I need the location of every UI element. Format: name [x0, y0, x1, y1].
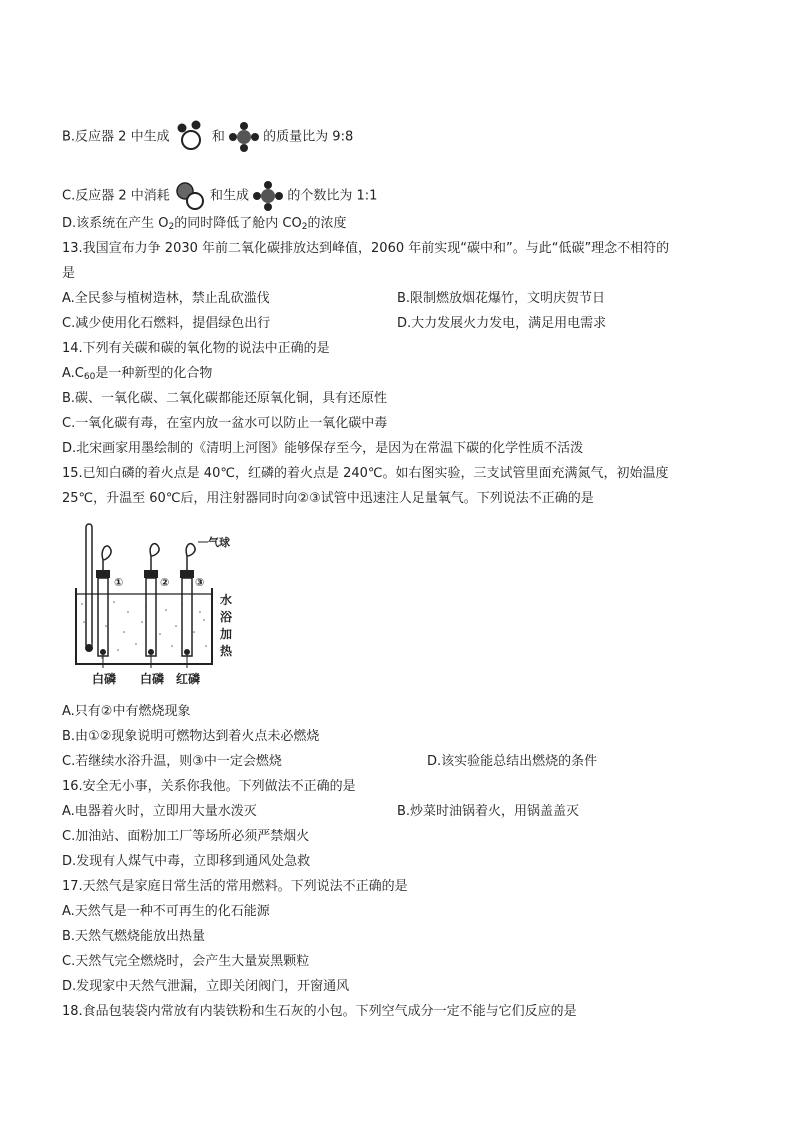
sample-label-2: 白磷: [140, 672, 165, 686]
q17-option-c[interactable]: C.天然气完全燃烧时，会产生大量炭黑颗粒: [62, 954, 310, 969]
q13-option-b[interactable]: B.限制燃放烟花爆竹，文明庆贺节日: [397, 291, 606, 306]
q13-option-d[interactable]: D.大力发展火力发电，满足用电需求: [397, 316, 607, 331]
methane-molecule-icon: [229, 122, 259, 152]
tube-label-2: ②: [160, 576, 170, 589]
q14-option-c[interactable]: C.一氧化碳有毒，在室内放一盆水可以防止一氧化碳中毒: [62, 416, 388, 431]
q17-stem: 17.天然气是家庭日常生活的常用燃料。下列说法不正确的是: [62, 879, 408, 894]
q12-b-suffix: 的质量比为 9:8: [263, 129, 354, 145]
combustion-experiment-figure: [62, 522, 252, 690]
q18-stem: 18.食品包装袋内常放有内装铁粉和生石灰的小包。下列空气成分一定不能与它们反应的是: [62, 1004, 577, 1019]
q12-c-suffix: 的个数比为 1:1: [287, 188, 378, 204]
q14-a-post: 是一种新型的化合物: [95, 366, 213, 381]
methane-molecule-icon: [253, 181, 283, 211]
q15-option-b[interactable]: B.由①②现象说明可燃物达到着火点未必燃烧: [62, 729, 320, 744]
bath-char-3: 加: [220, 627, 233, 641]
q15-option-d[interactable]: D.该实验能总结出燃烧的条件: [427, 754, 598, 769]
q15-stem-line2: 25℃，升温至 60℃后，用注射器同时向②③试管中迅速注人足量氧气。下列说法不正确的是: [62, 491, 594, 506]
q15-stem-line1: 15.已知白磷的着火点是 40℃，红磷的着火点是 240℃。如右图实验，三支试管里面充满氮气，初始温度: [62, 466, 669, 481]
q13-option-c[interactable]: C.减少使用化石燃料，提倡绿色出行: [62, 316, 271, 331]
bath-char-4: 热: [220, 644, 233, 658]
sample-label-1: 白磷: [92, 672, 117, 686]
balloon-label: 气球: [208, 536, 230, 549]
q16-option-a[interactable]: A.电器着火时，立即用大量水泼灭: [62, 804, 257, 819]
tube-label-3: ③: [195, 576, 205, 589]
q16-option-b[interactable]: B.炒菜时油锅着火，用锅盖盖灭: [397, 804, 580, 819]
q16-stem: 16.安全无小事，关系你我他。下列做法不正确的是: [62, 779, 356, 794]
q14-stem: 14.下列有关碳和碳的氧化物的说法中正确的是: [62, 341, 330, 356]
bath-char-1: 水: [220, 593, 233, 607]
q14-a-sub: 60: [83, 372, 96, 382]
q17-option-d[interactable]: D.发现家中天然气泄漏，立即关闭阀门，开窗通风: [62, 979, 350, 994]
q12-option-b[interactable]: [62, 120, 353, 154]
q13-stem-line2: 是: [62, 266, 76, 281]
q17-option-a[interactable]: A.天然气是一种不可再生的化石能源: [62, 904, 270, 919]
q14-option-b[interactable]: B.碳、一氧化碳、二氧化碳都能还原氧化铜，具有还原性: [62, 391, 388, 406]
q12-option-c[interactable]: [62, 180, 377, 212]
q12-d-sub2: 2: [301, 222, 308, 232]
q16-option-d[interactable]: D.发现有人煤气中毒，立即移到通风处急救: [62, 854, 311, 869]
q12-d-pre: D.该系统在产生 O: [62, 216, 169, 231]
hydrogen-molecule-icon: [174, 180, 206, 212]
water-bath-label: [220, 592, 232, 660]
q17-option-b[interactable]: B.天然气燃烧能放出热量: [62, 929, 206, 944]
q13-stem-line1: 13.我国宣布力争 2030 年前二氧化碳排放达到峰值，2060 年前实现“碳中和”。与此“低碳”理念不相符的: [62, 241, 670, 256]
q13-option-a[interactable]: A.全民参与植树造林，禁止乱砍滥伐: [62, 291, 270, 306]
q12-c-prefix: C.反应器 2 中消耗: [62, 188, 170, 204]
q12-d-sub1: 2: [168, 222, 175, 232]
bath-char-2: 浴: [220, 610, 233, 624]
water-molecule-icon: [174, 120, 208, 154]
q12-b-prefix: B.反应器 2 中生成: [62, 129, 170, 145]
q15-option-c[interactable]: C.若继续水浴升温，则③中一定会燃烧: [62, 754, 282, 769]
q12-b-mid: 和: [211, 129, 225, 145]
tube-label-1: ①: [114, 576, 124, 589]
q14-option-a[interactable]: [62, 364, 212, 387]
q12-c-mid: 和生成: [210, 188, 250, 204]
q12-d-post: 的浓度: [307, 216, 347, 231]
q14-a-pre: A.C: [62, 366, 84, 381]
sample-label-3: 红磷: [176, 672, 201, 686]
q14-option-d[interactable]: D.北宋画家用墨绘制的《清明上河图》能够保存至今，是因为在常温下碳的化学性质不活泼: [62, 441, 584, 456]
q12-option-d[interactable]: [62, 214, 346, 237]
q12-d-mid: 的同时降低了舱内 CO: [174, 216, 302, 231]
q16-option-c[interactable]: C.加油站、面粉加工厂等场所必须严禁烟火: [62, 829, 310, 844]
q15-option-a[interactable]: A.只有②中有燃烧现象: [62, 704, 191, 719]
